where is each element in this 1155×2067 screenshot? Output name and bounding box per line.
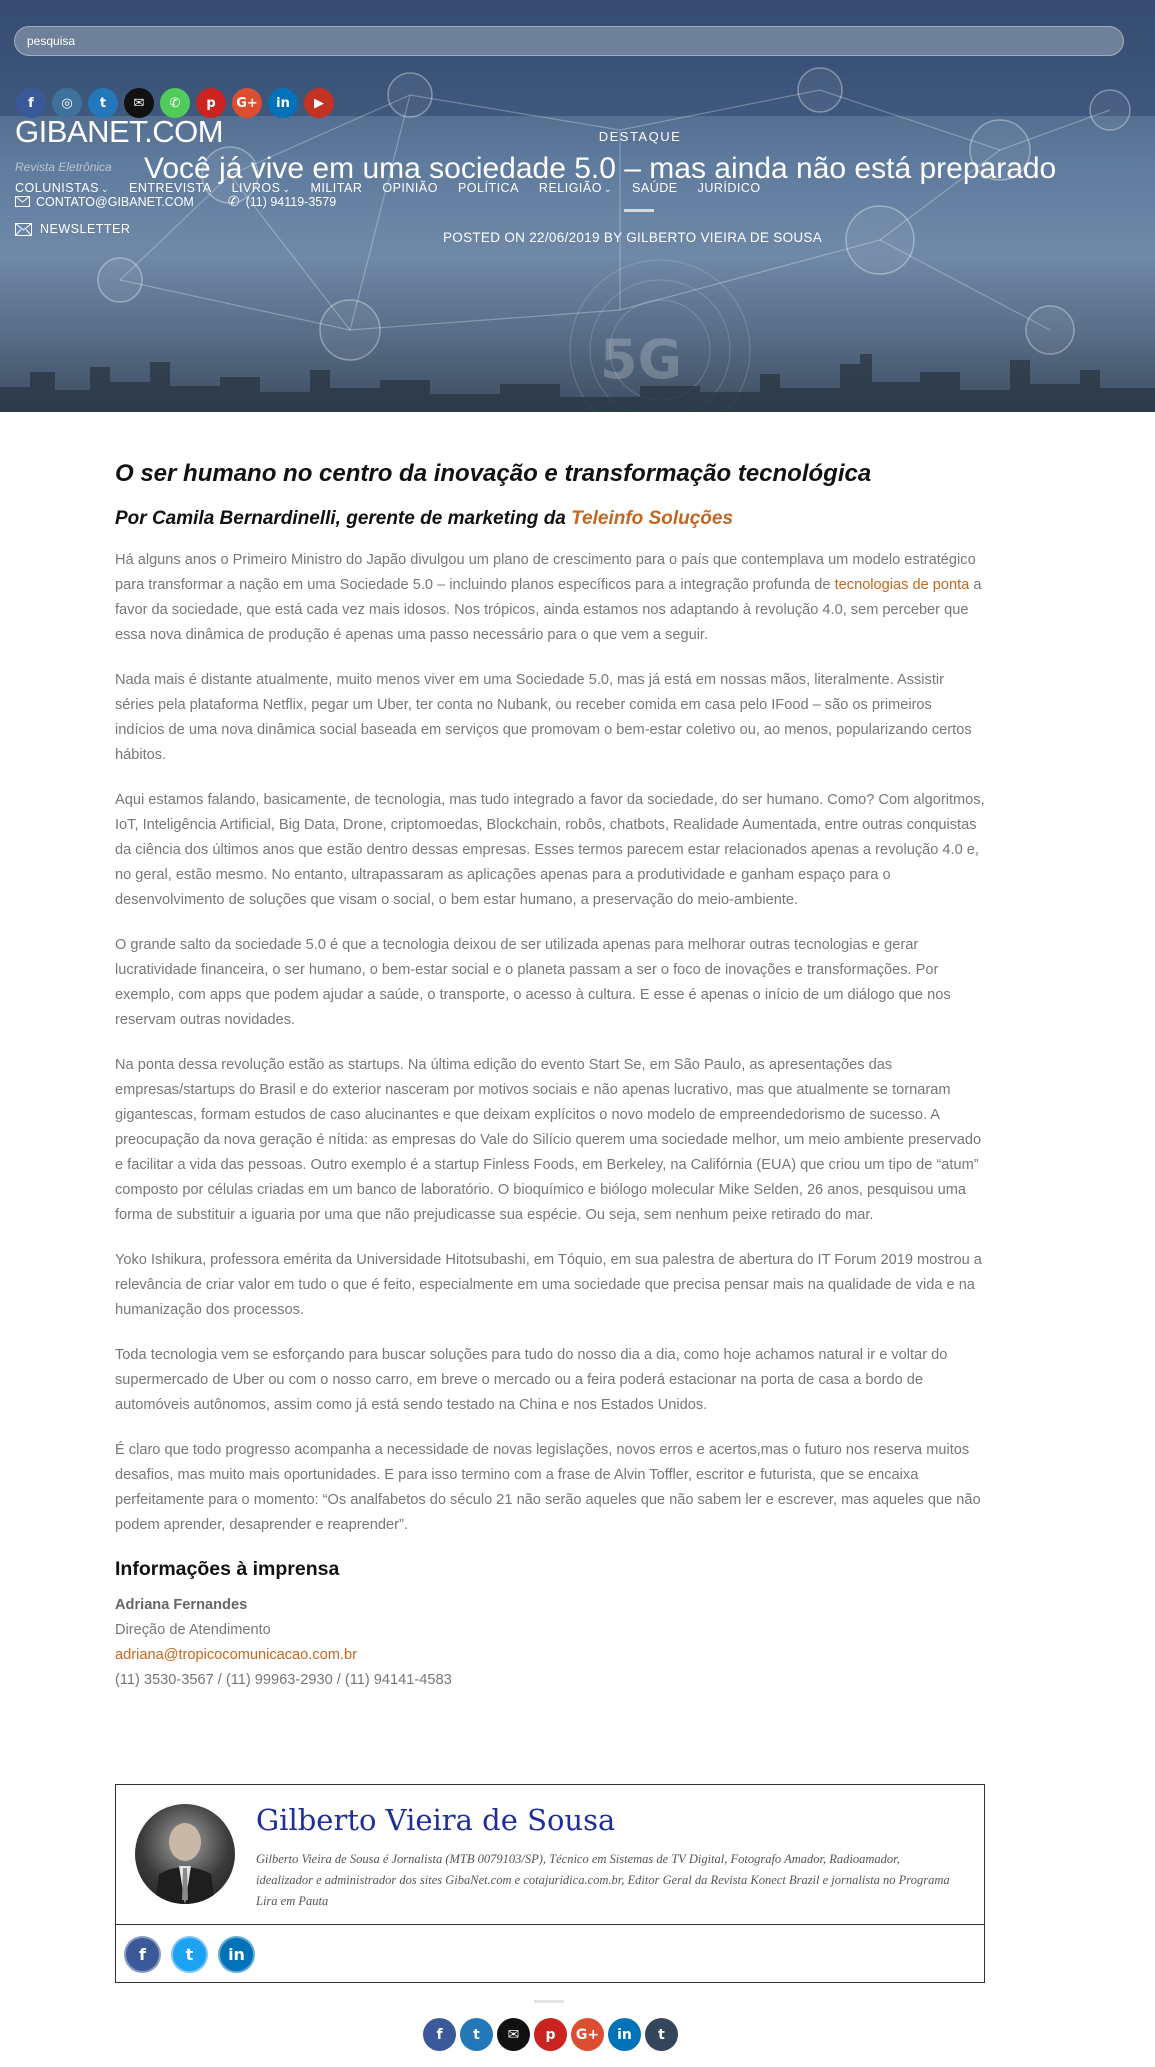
linkedin-icon[interactable]: in <box>608 2018 641 2051</box>
paragraph-4: O grande salto da sociedade 5.0 é que a tecnologia deixou de ser utilizada apenas para melhorar outras tecnologias e gerar lucratividade financeira, o ser humano, o bem-estar social e o planeta passam a ser o foco de inovações e transformações. Por exemplo, com apps que podem ajudar a saúde, o transporte, o acesso à cultura. E esse é apenas o início de um diálogo que nos reservam outras novidades. <box>115 937 951 1028</box>
byline-text: Por Camila Bernardinelli, gerente de marketing da <box>115 508 572 529</box>
city-skyline <box>0 342 1155 412</box>
author-box <box>115 1784 985 1983</box>
page-title: Você já vive em uma sociedade 5.0 – mas ainda não está preparado <box>144 152 1057 185</box>
post-meta: POSTED ON 22/06/2019 BY GILBERTO VIEIRA DE SOUSA <box>442 230 823 245</box>
category-label[interactable]: DESTAQUE <box>598 129 682 144</box>
author-name[interactable]: Gilberto Vieira de Sousa <box>256 1803 616 1837</box>
chevron-down-icon: ⌄ <box>603 184 613 194</box>
author-social-icons <box>124 1936 255 1973</box>
author-photo <box>135 1804 235 1904</box>
pinterest-icon[interactable]: p <box>196 88 226 118</box>
press-heading: Informações à imprensa <box>115 1558 340 1580</box>
tecnologias-link[interactable]: tecnologias de ponta <box>834 577 970 593</box>
paragraph-2: Nada mais é distante atualmente, muito menos viver em uma Sociedade 5.0, mas já está em nossas mãos, literalmente. Assistir séries pela plataforma Netflix, pegar um Uber, ter conta no Nubank, ou receber comida em casa pelo IFood – são os primeiros indícios de uma nova dinâmica social baseada em serviços que promovam o bem-estar coletivo ou, ao menos, popularizando certos hábitos. <box>115 672 972 763</box>
article-body <box>115 460 985 1693</box>
phone-icon[interactable]: ✆ <box>160 88 190 118</box>
chevron-down-icon: ⌄ <box>100 184 109 194</box>
chevron-down-icon: ⌄ <box>282 184 291 194</box>
paragraph-text: Há alguns anos o Primeiro Ministro do Japão divulgou um plano de crescimento para o país que contemplava um modelo estratégico para transformar a nação em uma Sociedade 5.0 – incluindo planos específicos para a integração profunda de <box>115 552 976 593</box>
divider <box>534 2000 564 2003</box>
article-byline <box>115 508 985 530</box>
paragraph-1 <box>115 548 985 648</box>
paragraph-8: É claro que todo progresso acompanha a necessidade de novas legislações, novos erros e acertos,mas o futuro nos reserva muitos desafios, mas muito mais oportunidades. E para isso termino com a frase de Alvin Toffler, escritor e futurista, que se encaixa perfeitamente para o momento: “Os analfabetos do século 21 não serão aqueles que não sabem ler e escrever, mas aqueles que não podem aprender, desaprender e reaprender”. <box>115 1442 981 1533</box>
contact-row <box>15 193 336 210</box>
divider <box>624 209 654 212</box>
nav-item-saude[interactable]: SAÚDE <box>632 181 678 195</box>
author-info <box>116 1785 984 1925</box>
instagram-icon[interactable]: ◎ <box>52 88 82 118</box>
avatar <box>135 1804 235 1904</box>
facebook-icon[interactable]: f <box>124 1936 161 1973</box>
paragraph-7: Toda tecnologia vem se esforçando para buscar soluções para tudo do nosso dia a dia, como hoje achamos natural ir e voltar do supermercado de Uber ou com o nosso carro, em breve o mercado ou a feira poderá estacionar na porta de casa a bordo de automóveis autônomos, assim como já está sendo testado na China e nos Estados Unidos. <box>115 1347 948 1413</box>
press-contact-role: Direção de Atendimento <box>115 1622 271 1638</box>
youtube-icon[interactable]: ▶ <box>304 88 334 118</box>
googleplus-icon[interactable]: G+ <box>232 88 262 118</box>
author-bio: Gilberto Vieira de Sousa é Jornalista (MTB 0079103/SP), Técnico em Sistemas de TV Digital, Fotografo Amador, Radioamador, idealizador e administrador dos sites GibaNet.com e cotajuridica.com.br, Editor Geral da Revista Konect Brazil e jornalista no Programa Lira em Pauta <box>256 1852 950 1908</box>
nav-item-juridico[interactable]: JURÍDICO <box>697 181 761 195</box>
facebook-icon[interactable]: f <box>16 88 46 118</box>
teleinfo-link[interactable]: Teleinfo Soluções <box>571 508 734 529</box>
phone-icon: ✆ <box>227 193 240 209</box>
paragraph-text: a favor da sociedade, que está cada vez mais idosos. Nos trópicos, ainda estamos nos adaptando à revolução 4.0, sem perceber que essa nova dinâmica de produção é apenas uma passo necessário para o que vem a seguir. <box>115 577 982 643</box>
linkedin-icon[interactable]: in <box>268 88 298 118</box>
mail-icon <box>15 196 30 207</box>
paragraph-6: Yoko Ishikura, professora emérita da Universidade Hitotsubashi, em Tóquio, em sua palestra de abertura do IT Forum 2019 mostrou a relevância de criar valor em tudo o que é feito, especialmente em uma sociedade que precisa pensar mais na qualidade de vida e na humanização dos processos. <box>115 1252 982 1318</box>
press-contact-phones: (11) 3530-3567 / (11) 99963-2930 / (11) 94141-4583 <box>115 1672 452 1688</box>
article-heading: O ser humano no centro da inovação e transformação tecnológica <box>115 460 872 487</box>
email-icon[interactable]: ✉ <box>124 88 154 118</box>
press-contact-email <box>115 1643 985 1668</box>
email-icon[interactable]: ✉ <box>497 2018 530 2051</box>
nav-label: COLUNISTAS <box>15 181 99 195</box>
twitter-icon[interactable]: t <box>88 88 118 118</box>
contact-phone-link[interactable]: (11) 94119-3579 <box>245 194 337 209</box>
nav-item-politica[interactable]: POLÍTICA <box>457 181 519 195</box>
nav-label: LIVROS <box>231 181 281 195</box>
search-input[interactable]: pesquisa <box>14 26 1124 56</box>
site-logo[interactable]: GIBANET.COM <box>15 114 224 149</box>
hero-banner <box>0 0 1155 412</box>
site-tagline: Revista Eletrônica <box>15 160 112 174</box>
press-email-link[interactable]: adriana@tropicocomunicacao.com.br <box>115 1647 357 1663</box>
tumblr-icon[interactable]: t <box>645 2018 678 2051</box>
pinterest-icon[interactable]: p <box>534 2018 567 2051</box>
paragraph-5: Na ponta dessa revolução estão as startups. Na última edição do evento Start Se, em São Paulo, as apresentações das empresas/startups do Brasil e do exterior nasceram por motivos sociais e não apenas lucrativo, mas que atualmente se tornaram gigantescas, formam estudos de caso alucinantes e que deixam explícitos o novo modelo de empreendedorismo de sucesso. A preocupação da nova geração é nítida: as empresas do Vale do Silício querem uma sociedade melhor, um meio ambiente preservado e facilitar a vida das pessoas. Outro exemplo é a startup Finless Foods, em Berkeley, na Califórnia (EUA) que criou um tipo de “atum” composto por células criadas em um banco de laboratório. O bioquímico e biólogo molecular Mike Selden, 26 anos, pesquisou uma forma de substituir a iguaria por uma que não prejudicasse sua espécie. Ou seja, sem nenhum peixe retirado do mar. <box>115 1057 982 1223</box>
nav-item-opiniao[interactable]: OPINIÃO <box>382 181 438 195</box>
5g-watermark: 5G <box>600 328 682 391</box>
linkedin-icon[interactable]: in <box>218 1936 255 1973</box>
twitter-icon[interactable]: t <box>460 2018 493 2051</box>
nav-label: RELIGIÃO <box>538 181 602 195</box>
facebook-icon[interactable]: f <box>423 2018 456 2051</box>
share-buttons <box>423 2018 678 2051</box>
googleplus-icon[interactable]: G+ <box>571 2018 604 2051</box>
nav-item-militar[interactable]: MILITAR <box>310 181 363 195</box>
twitter-icon[interactable]: t <box>171 1936 208 1973</box>
contact-email-link[interactable]: CONTATO@GIBANET.COM <box>36 194 194 209</box>
press-contact-name: Adriana Fernandes <box>115 1597 248 1613</box>
nav-item-entrevista[interactable]: ENTREVISTA <box>129 181 212 195</box>
newsletter-label: NEWSLETTER <box>40 222 131 236</box>
paragraph-3: Aqui estamos falando, basicamente, de tecnologia, mas tudo integrado a favor da sociedade, do ser humano. Como? Com algoritmos, IoT, Inteligência Artificial, Big Data, Drone, criptomoedas, Blockchain, robôs, chatbots, Realidade Aumentada, entre outras conquistas da ciência dos últimos anos que estão dentro dessas empresas. Esses termos parecem estar relacionados apenas a revolução 4.0 e, no geral, estão mesmo. No entanto, ultrapassaram as aplicações apenas para a produtividade e ganham espaço para o desenvolvimento de soluções que visam o social, o bem estar humano, a preservação do meio-ambiente. <box>115 792 985 908</box>
